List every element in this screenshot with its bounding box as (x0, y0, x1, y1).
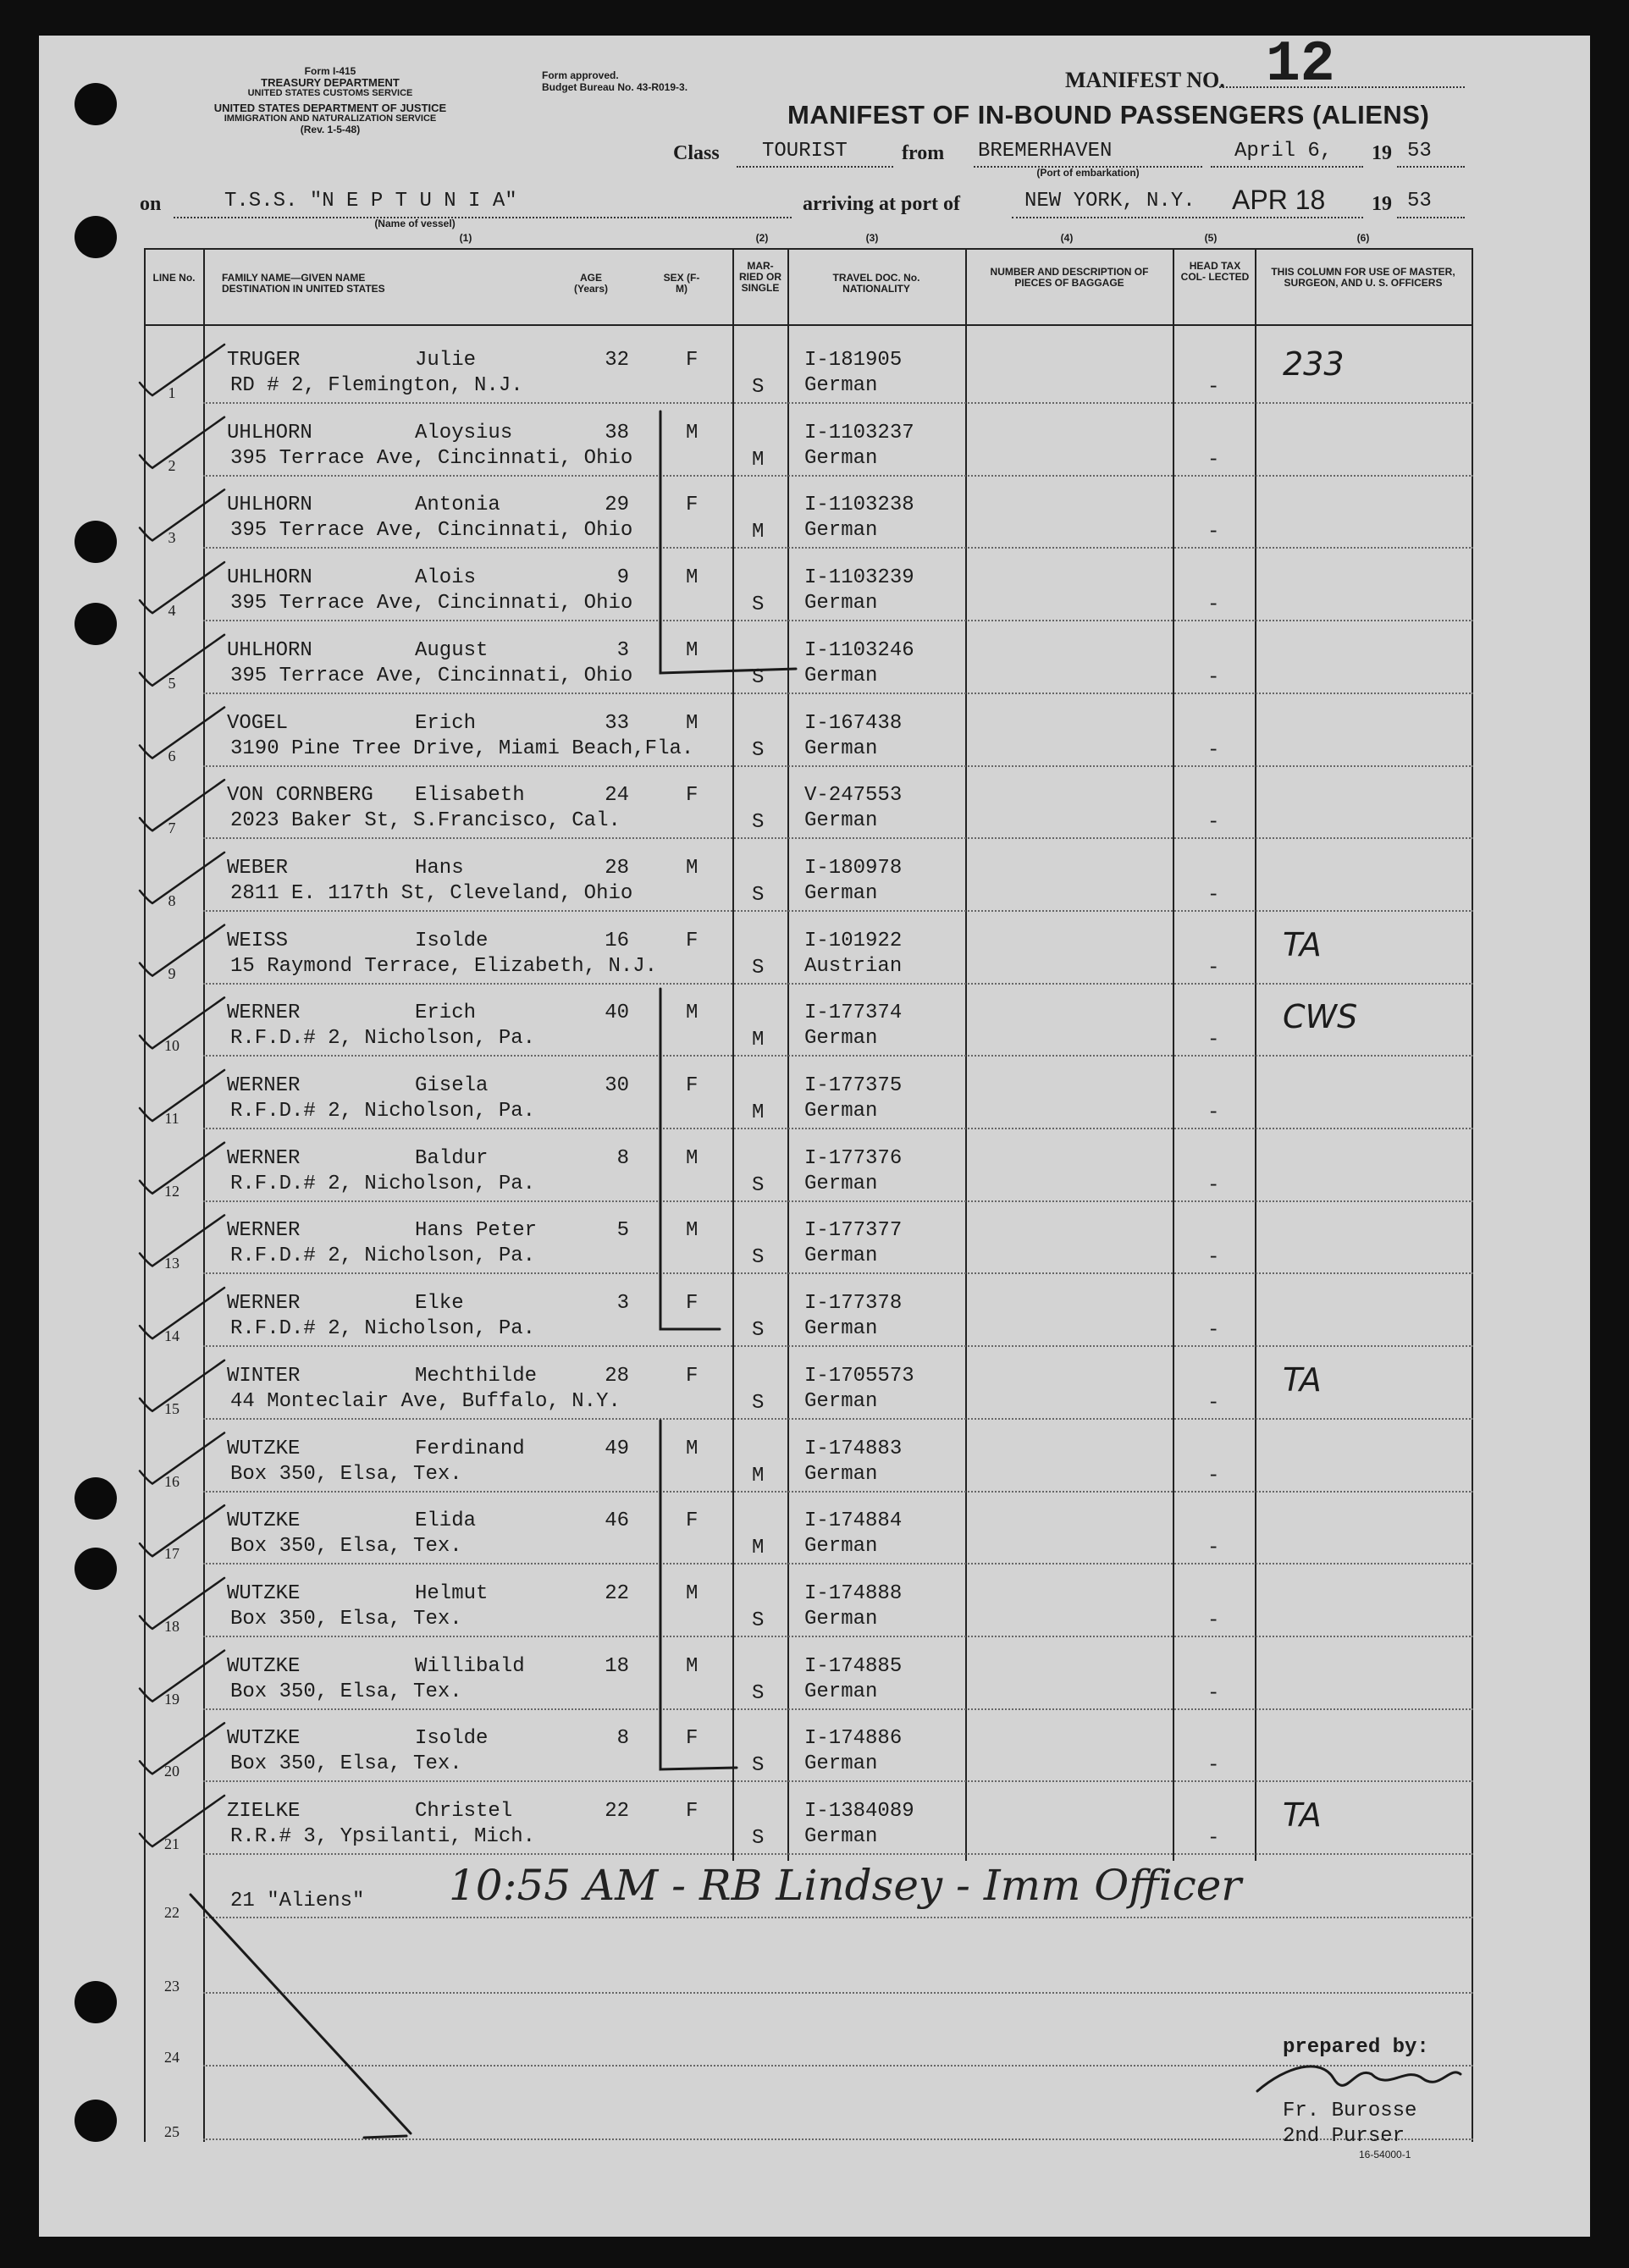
given-name: Ferdinand (415, 1437, 525, 1460)
head-tax: - (1207, 1391, 1220, 1415)
arrival-stamp-date: APR 18 (1232, 185, 1326, 215)
travel-doc-number: I-174885 (804, 1654, 903, 1678)
head-tax: - (1207, 593, 1220, 617)
family-name: WERNER (227, 1292, 301, 1316)
nationality: German (804, 1244, 878, 1268)
checkmark (140, 1505, 224, 1556)
sex: F (686, 1800, 699, 1823)
travel-doc-number: I-177377 (804, 1219, 903, 1243)
checkmark (140, 1288, 224, 1338)
destination: R.F.D.# 2, Nicholson, Pa. (230, 1244, 536, 1268)
vessel-name: T.S.S. "N E P T U N I A" (224, 190, 517, 212)
purser-name: Fr. Burosse (1283, 2100, 1417, 2122)
age: 22 (605, 1800, 629, 1823)
manifest-title: MANIFEST OF IN-BOUND PASSENGERS (ALIENS) (787, 100, 1430, 130)
destination: 395 Terrace Ave, Cincinnati, Ohio (230, 519, 633, 543)
header-destination: DESTINATION IN UNITED STATES (222, 283, 385, 295)
marital-status: M (752, 1029, 765, 1052)
destination: R.F.D.# 2, Nicholson, Pa. (230, 1317, 536, 1341)
head-tax: - (1207, 1827, 1220, 1850)
given-name: Erich (415, 1002, 477, 1025)
head-tax: - (1207, 811, 1220, 835)
line-number: 4 (168, 602, 176, 620)
given-name: Baldur (415, 1146, 489, 1170)
marital-status: S (752, 376, 765, 399)
given-name: Mechthilde (415, 1364, 538, 1388)
header-travel-doc: TRAVEL DOC. No. NATIONALITY (832, 272, 920, 295)
nationality: German (804, 1825, 878, 1848)
line-number-22: 22 (164, 1904, 179, 1921)
sex: M (686, 638, 699, 662)
checkmark (140, 1796, 224, 1846)
header-married: MAR- RIED OR SINGLE (738, 260, 781, 294)
head-tax: - (1207, 956, 1220, 979)
sex: F (686, 1727, 699, 1751)
checkmark (140, 345, 224, 395)
header-officers: THIS COLUMN FOR USE OF MASTER, SURGEON, AND U. S. OFFICERS (1271, 266, 1455, 289)
head-tax: - (1207, 1537, 1220, 1560)
col-num-2: (2) (755, 232, 769, 244)
family-name: WINTER (227, 1364, 301, 1388)
family-name: UHLHORN (227, 421, 312, 444)
given-name: Elke (415, 1292, 464, 1316)
departure-date: April 6, (1234, 140, 1333, 163)
sex: F (686, 349, 699, 372)
given-name: Isolde (415, 929, 489, 952)
line-number: 17 (164, 1545, 179, 1563)
line-number: 1 (168, 384, 176, 401)
given-name: Julie (415, 349, 477, 372)
family-name: WERNER (227, 1002, 301, 1025)
family-name: UHLHORN (227, 494, 312, 517)
given-name: Helmut (415, 1581, 489, 1605)
given-name: Hans Peter (415, 1219, 538, 1243)
sex: M (686, 1219, 699, 1243)
age: 33 (605, 711, 629, 735)
marital-status: M (752, 448, 765, 472)
line-number: 7 (168, 819, 176, 837)
print-code: 16-54000-1 (1359, 2149, 1411, 2160)
travel-doc-number: I-177375 (804, 1074, 903, 1097)
sex: F (686, 494, 699, 517)
line-number: 8 (168, 891, 176, 909)
sex: M (686, 1146, 699, 1170)
nationality: German (804, 1607, 878, 1631)
nationality: German (804, 1462, 878, 1486)
sex: M (686, 566, 699, 590)
sex: M (686, 1002, 699, 1025)
head-tax: - (1207, 376, 1220, 399)
nationality: German (804, 1317, 878, 1341)
line-number: 2 (168, 456, 176, 474)
marital-status: M (752, 1537, 765, 1560)
destination: Box 350, Elsa, Tex. (230, 1607, 462, 1631)
marital-status: S (752, 1754, 765, 1778)
age: 8 (616, 1727, 629, 1751)
given-name: Antonia (415, 494, 500, 517)
prepared-by-label: prepared by: (1283, 2036, 1429, 2059)
checkmark (140, 708, 224, 759)
line-number: 12 (164, 1182, 179, 1200)
destination: 44 Monteclair Ave, Buffalo, N.Y. (230, 1389, 621, 1413)
given-name: Christel (415, 1800, 513, 1823)
line-number: 6 (168, 747, 176, 764)
sex: F (686, 929, 699, 952)
age: 30 (605, 1074, 629, 1097)
family-name: UHLHORN (227, 638, 312, 662)
marital-status: M (752, 1464, 765, 1487)
head-tax: - (1207, 1681, 1220, 1705)
family-bracket-wutzke (660, 1421, 737, 1769)
purser-title: 2nd Purser (1283, 2125, 1405, 2148)
family-name: WERNER (227, 1074, 301, 1097)
family-name: WEISS (227, 929, 289, 952)
age: 16 (605, 929, 629, 952)
nationality: German (804, 1389, 878, 1413)
age: 8 (616, 1146, 629, 1170)
header-age: AGE (Years) (573, 272, 609, 295)
header-line-no: LINE No. (152, 272, 196, 284)
line-number-23: 23 (164, 1978, 179, 1995)
marital-status: S (752, 1246, 765, 1270)
from-value: BREMERHAVEN (978, 140, 1113, 163)
marital-status: S (752, 1173, 765, 1197)
destination: 2023 Baker St, S.Francisco, Cal. (230, 809, 621, 833)
checkmark (140, 635, 224, 686)
header-sex: SEX (F-M) (663, 272, 700, 295)
line-number-25: 25 (164, 2123, 179, 2140)
officer-note: 233 (1283, 345, 1345, 383)
sex: F (686, 1292, 699, 1316)
officer-note: TA (1283, 1360, 1322, 1399)
given-name: Elida (415, 1509, 477, 1533)
nationality: German (804, 519, 878, 543)
arrival-port: NEW YORK, N.Y. (1024, 190, 1196, 212)
head-tax: - (1207, 1754, 1220, 1778)
checkmark (140, 562, 224, 613)
age: 28 (605, 856, 629, 880)
travel-doc-number: I-1103239 (804, 566, 914, 590)
head-tax: - (1207, 1173, 1220, 1197)
travel-doc-number: I-174883 (804, 1437, 903, 1460)
sex: F (686, 1074, 699, 1097)
form-approval: Form approved. Budget Bureau No. 43-R019-3. (542, 69, 688, 93)
family-name: WUTZKE (227, 1509, 301, 1533)
destination: Box 350, Elsa, Tex. (230, 1752, 462, 1776)
nationality: German (804, 809, 878, 833)
year-prefix: 19 (1372, 142, 1392, 164)
col-num-4: (4) (1060, 232, 1074, 244)
head-tax: - (1207, 1101, 1220, 1124)
handwritten-signoff: 10:55 AM - RB Lindsey - Imm Officer (449, 1861, 1242, 1910)
head-tax: - (1207, 665, 1220, 689)
port-embarkation-caption: (Port of embarkation) (1036, 167, 1140, 179)
marital-status: S (752, 738, 765, 762)
marital-status: S (752, 1827, 765, 1850)
checkmark (140, 1578, 224, 1629)
age: 9 (616, 566, 629, 590)
manifest-no-label: MANIFEST NO. (1065, 68, 1225, 92)
arrival-year-prefix: 19 (1372, 193, 1392, 215)
nationality: German (804, 374, 878, 397)
head-tax: - (1207, 1029, 1220, 1052)
marital-status: S (752, 1681, 765, 1705)
destination: Box 350, Elsa, Tex. (230, 1462, 462, 1486)
family-name: VON CORNBERG (227, 784, 373, 808)
family-bracket-uhlhorn (660, 411, 796, 673)
checkmark (140, 1433, 224, 1484)
nationality: German (804, 592, 878, 615)
marital-status: M (752, 521, 765, 544)
given-name: Erich (415, 711, 477, 735)
from-label: from (902, 142, 945, 164)
class-value: TOURIST (762, 140, 848, 163)
family-name: ZIELKE (227, 1800, 301, 1823)
signature-mark (1257, 2067, 1461, 2091)
line-number: 18 (164, 1617, 179, 1635)
line-number: 9 (168, 964, 176, 982)
age: 46 (605, 1509, 629, 1533)
destination: 15 Raymond Terrace, Elizabeth, N.J. (230, 954, 658, 978)
col-num-3: (3) (865, 232, 879, 244)
marital-status: S (752, 883, 765, 907)
travel-doc-number: I-180978 (804, 856, 903, 880)
line-number: 20 (164, 1763, 179, 1780)
head-tax: - (1207, 521, 1220, 544)
given-name: Alois (415, 566, 477, 590)
age: 3 (616, 1292, 629, 1316)
age: 32 (605, 349, 629, 372)
age: 3 (616, 638, 629, 662)
marital-status: S (752, 593, 765, 617)
family-name: WUTZKE (227, 1581, 301, 1605)
head-tax: - (1207, 1464, 1220, 1487)
given-name: Willibald (415, 1654, 525, 1678)
col-num-5: (5) (1204, 232, 1218, 244)
age: 40 (605, 1002, 629, 1025)
officer-note: TA (1283, 925, 1322, 963)
destination: RD # 2, Flemington, N.J. (230, 374, 523, 397)
given-name: Hans (415, 856, 464, 880)
sex: F (686, 1509, 699, 1533)
line-number: 14 (164, 1327, 179, 1345)
line-number: 3 (168, 529, 176, 547)
manifest-number: 12 (1266, 32, 1335, 97)
nationality: German (804, 1680, 878, 1703)
arriving-label: arriving at port of (803, 193, 960, 215)
line-number: 11 (164, 1110, 179, 1127)
vessel-caption: (Name of vessel) (374, 218, 456, 229)
nationality: Austrian (804, 954, 903, 978)
travel-doc-number: I-1384089 (804, 1800, 914, 1823)
destination: Box 350, Elsa, Tex. (230, 1680, 462, 1703)
travel-doc-number: I-1103238 (804, 494, 914, 517)
destination: R.F.D.# 2, Nicholson, Pa. (230, 1100, 536, 1123)
header-family-name: FAMILY NAME—GIVEN NAME (222, 272, 366, 284)
given-name: August (415, 638, 489, 662)
travel-doc-number: I-1103246 (804, 638, 914, 662)
marital-status: S (752, 665, 765, 689)
destination: R.F.D.# 2, Nicholson, Pa. (230, 1172, 536, 1195)
family-name: TRUGER (227, 349, 301, 372)
line-number: 16 (164, 1472, 179, 1490)
line-number-24: 24 (164, 2049, 179, 2066)
age: 29 (605, 494, 629, 517)
officer-note: CWS (1283, 998, 1358, 1036)
nationality: German (804, 881, 878, 905)
line-number: 19 (164, 1690, 179, 1708)
nationality: German (804, 1752, 878, 1776)
line-number: 5 (168, 674, 176, 692)
age: 24 (605, 784, 629, 808)
checkmark (140, 925, 224, 976)
sex: M (686, 1437, 699, 1460)
nationality: German (804, 1027, 878, 1051)
marital-status: S (752, 1391, 765, 1415)
sex: M (686, 1654, 699, 1678)
family-name: WUTZKE (227, 1654, 301, 1678)
given-name: Isolde (415, 1727, 489, 1751)
sex: F (686, 1364, 699, 1388)
family-bracket-werner (660, 989, 720, 1329)
checkmark (140, 417, 224, 468)
destination: Box 350, Elsa, Tex. (230, 1535, 462, 1559)
marital-status: M (752, 1101, 765, 1124)
nationality: German (804, 737, 878, 760)
travel-doc-number: I-174884 (804, 1509, 903, 1533)
nationality: German (804, 1535, 878, 1559)
destination: 395 Terrace Ave, Cincinnati, Ohio (230, 446, 633, 470)
header-baggage: NUMBER AND DESCRIPTION OF PIECES OF BAGGAGE (990, 266, 1149, 289)
age: 18 (605, 1654, 629, 1678)
checkmark (140, 489, 224, 540)
travel-doc-number: I-174886 (804, 1727, 903, 1751)
destination: R.R.# 3, Ypsilanti, Mich. (230, 1825, 536, 1848)
age: 5 (616, 1219, 629, 1243)
sex: M (686, 1581, 699, 1605)
family-name: WERNER (227, 1146, 301, 1170)
sex: M (686, 856, 699, 880)
marital-status: S (752, 956, 765, 979)
line-number: 15 (164, 1399, 179, 1417)
head-tax: - (1207, 738, 1220, 762)
nationality: German (804, 1172, 878, 1195)
age: 22 (605, 1581, 629, 1605)
checkmark (140, 853, 224, 903)
checkmark (140, 1070, 224, 1121)
travel-doc-number: I-1103237 (804, 421, 914, 444)
arrival-year: 53 (1407, 190, 1432, 212)
squiggle-end (364, 2136, 406, 2138)
sex: F (686, 784, 699, 808)
travel-doc-number: I-177374 (804, 1002, 903, 1025)
on-label: on (140, 193, 162, 215)
header-head-tax: HEAD TAX COL- LECTED (1180, 260, 1250, 283)
line-number: 13 (164, 1255, 179, 1272)
destination: R.F.D.# 2, Nicholson, Pa. (230, 1027, 536, 1051)
sex: M (686, 421, 699, 444)
travel-doc-number: I-177376 (804, 1146, 903, 1170)
checkmark (140, 997, 224, 1048)
marital-status: S (752, 811, 765, 835)
nationality: German (804, 446, 878, 470)
age: 49 (605, 1437, 629, 1460)
checkmark (140, 1215, 224, 1266)
alien-count: 21 "Aliens" (230, 1890, 365, 1912)
given-name: Aloysius (415, 421, 513, 444)
col-num-1: (1) (459, 232, 472, 244)
travel-doc-number: I-101922 (804, 929, 903, 952)
sex: M (686, 711, 699, 735)
travel-doc-number: I-1705573 (804, 1364, 914, 1388)
marital-status: S (752, 1609, 765, 1632)
checkmark (140, 1723, 224, 1774)
class-label: Class (673, 142, 720, 164)
family-name: WERNER (227, 1219, 301, 1243)
family-name: WUTZKE (227, 1727, 301, 1751)
checkmark (140, 1143, 224, 1194)
travel-doc-number: I-177378 (804, 1292, 903, 1316)
given-name: Elisabeth (415, 784, 525, 808)
family-name: VOGEL (227, 711, 289, 735)
travel-doc-number: I-181905 (804, 349, 903, 372)
head-tax: - (1207, 883, 1220, 907)
travel-doc-number: I-167438 (804, 711, 903, 735)
nationality: German (804, 664, 878, 687)
head-tax: - (1207, 1319, 1220, 1343)
checkmark (140, 1360, 224, 1411)
marital-status: S (752, 1319, 765, 1343)
line-number: 21 (164, 1835, 179, 1852)
cross-line (191, 1895, 411, 2133)
form-header-left: Form I-415 TREASURY DEPARTMENT UNITED STATES CUSTOMS SERVICE UNITED STATES DEPARTMENT OF JUSTICE IMMIGRATION AND NATURALIZATION SERVICE (Rev. 1-5-48) (213, 65, 447, 135)
officer-note: TA (1283, 1796, 1322, 1834)
destination: 395 Terrace Ave, Cincinnati, Ohio (230, 592, 633, 615)
departure-year: 53 (1407, 140, 1432, 163)
destination: 395 Terrace Ave, Cincinnati, Ohio (230, 664, 633, 687)
age: 38 (605, 421, 629, 444)
destination: 2811 E. 117th St, Cleveland, Ohio (230, 881, 633, 905)
checkmark (140, 1651, 224, 1702)
family-name: UHLHORN (227, 566, 312, 590)
nationality: German (804, 1100, 878, 1123)
line-number: 10 (164, 1037, 179, 1055)
travel-doc-number: V-247553 (804, 784, 903, 808)
family-name: WEBER (227, 856, 289, 880)
col-num-6: (6) (1356, 232, 1370, 244)
age: 28 (605, 1364, 629, 1388)
head-tax: - (1207, 1609, 1220, 1632)
given-name: Gisela (415, 1074, 489, 1097)
destination: 3190 Pine Tree Drive, Miami Beach,Fla. (230, 737, 694, 760)
family-name: WUTZKE (227, 1437, 301, 1460)
checkmark (140, 780, 224, 830)
head-tax: - (1207, 1246, 1220, 1270)
head-tax: - (1207, 448, 1220, 472)
travel-doc-number: I-174888 (804, 1581, 903, 1605)
